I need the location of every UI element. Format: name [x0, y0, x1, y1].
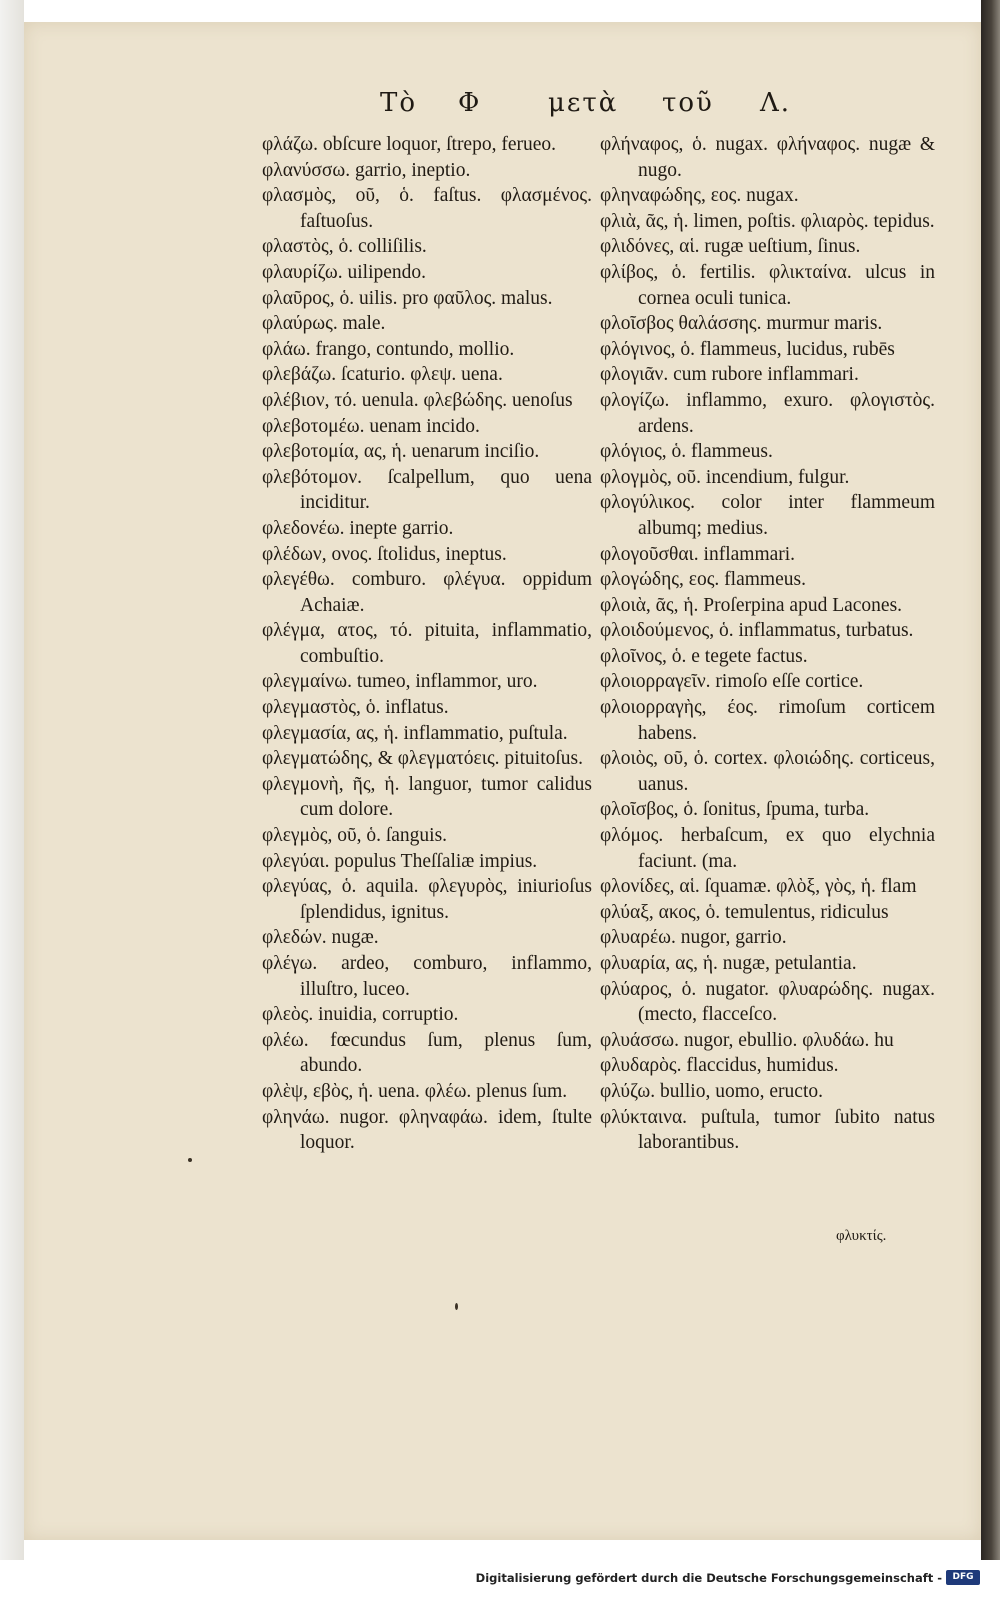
catchword: φλυκτίς. — [836, 1228, 887, 1244]
dictionary-entry: φλεγματώδης, & φλεγματόεις. pituitoſus. — [262, 748, 583, 770]
dictionary-entry: φλοιορραγὴς, έος. rimoſum corticem habens. — [600, 697, 935, 744]
dictionary-entry: φλάζω. obſcure loquor, ſtrepo, ferueo. — [262, 134, 557, 155]
funding-credit: Digitalisierung gefördert durch die Deutsche Forschungsgemeinschaft - — [475, 1571, 942, 1585]
dictionary-entry: φλεγμαίνω. tumeo, inflammor, uro. — [262, 671, 538, 693]
paper-speck — [455, 1303, 458, 1310]
dictionary-entry: φλεγύαι. populus Theſſaliæ impius. — [262, 850, 538, 872]
dictionary-entry: φλέδων, ονος. ſtolidus, ineptus. — [262, 543, 507, 565]
scan-left-margin — [0, 0, 24, 1560]
dictionary-entry: φλεγέθω. comburo. φλέγυα. oppidum Achaiæ. — [262, 569, 592, 616]
dictionary-entry: φλαύρως. male. — [262, 313, 386, 335]
dictionary-entry: φληνάω. nugor. φληναφάω. idem, ſtulte loquor. — [262, 1106, 592, 1154]
dictionary-entry: φλεβοτομέω. uenam incido. — [262, 415, 480, 437]
header-word-meta: μετὰ — [548, 88, 619, 118]
dictionary-entry: φλάω. frango, contundo, mollio. — [262, 338, 515, 360]
dictionary-entry: φλυαρία, ας, ἡ. nugæ, petulantia. — [600, 953, 857, 974]
book-binding-edge — [981, 0, 1000, 1560]
dictionary-entry: φλογώδης, εος. flammeus. — [600, 569, 806, 591]
dictionary-entry: φλεβοτομία, ας, ἡ. uenarum inciſio. — [262, 441, 540, 463]
dictionary-entry: φλόγινος, ὁ. flammeus, lucidus, rubēs — [600, 338, 895, 360]
dictionary-entry: φλογύλικος. color inter flammeum albumq; medius. — [600, 492, 935, 539]
dictionary-entry: φλεγύας, ὁ. aquila. φλεγυρὸς, iniurioſus ſplendidus, ignitus. — [262, 876, 592, 923]
dictionary-entry: φλεδονέω. inepte garrio. — [262, 517, 454, 539]
dictionary-entry: φλύκταινα. puſtula, tumor ſubito natus laborantibus. — [600, 1106, 935, 1154]
dictionary-entry: φλονίδες, αἱ. ſquamæ. φλὸξ, γὸς, ἡ. flam — [600, 876, 917, 898]
dictionary-entry: φλιδόνες, αἱ. rugæ ueſtium, ſinus. — [600, 236, 861, 258]
dictionary-entry: φλεγμαστὸς, ὁ. inflatus. — [262, 697, 449, 719]
dictionary-entry: φλὲψ, εβὸς, ἡ. uena. φλέω. plenus ſum. — [262, 1080, 568, 1102]
dfg-logo: DFG — [946, 1570, 980, 1585]
dictionary-entry: φλοῖσβος, ὁ. ſonitus, ſpuma, turba. — [600, 799, 870, 821]
right-column — [600, 132, 935, 1156]
running-header — [380, 88, 820, 124]
dictionary-entry: φληναφώδης, εος. nugax. — [600, 185, 799, 207]
dictionary-entry: φλογίζω. inflammo, exuro. φλογιστὸς. ardens. — [600, 389, 935, 437]
dictionary-entry: φλογμὸς, οῦ. incendium, fulgur. — [600, 466, 850, 488]
dictionary-entry: φλιὰ, ᾶς, ἡ. limen, poſtis. φλιαρὸς. tepidus. — [600, 210, 935, 232]
dictionary-entry: φλύαξ, ακος, ὁ. temulentus, ridiculus — [600, 901, 889, 923]
dictionary-entry: φλεγμὸς, οῦ, ὁ. ſanguis. — [262, 825, 448, 847]
paper-speck — [188, 1158, 192, 1162]
dictionary-entry: φλαστὸς, ὁ. colliſilis. — [262, 236, 427, 258]
dictionary-entry: φλέγμα, ατος, τό. pituita, inflammatio, combuſtio. — [262, 620, 592, 667]
dictionary-entry: φλίβος, ὁ. fertilis. φλικταίνα. ulcus in cornea oculi tunica. — [600, 261, 935, 309]
dictionary-entry: φλεβάζω. ſcaturio. φλεψ. uena. — [262, 364, 503, 386]
dictionary-entry: φλυάσσω. nugor, ebullio. φλυδάω. hu — [600, 1029, 894, 1051]
dictionary-entry: φλοιορραγεῖν. rimoſo eſſe cortice. — [600, 671, 864, 693]
dictionary-entry: φλοῖσβος θαλάσσης. murmur maris. — [600, 313, 883, 335]
dictionary-entry: φλεβότομον. ſcalpellum, quo uena inciditur. — [262, 466, 592, 514]
header-letter-phi: Φ — [458, 88, 482, 118]
dictionary-entry: φλαυρίζω. uilipendo. — [262, 261, 427, 283]
dictionary-entry: φλυαρέω. nugor, garrio. — [600, 927, 787, 949]
dictionary-entry: φλαῦρος, ὁ. uilis. pro φαῦλος. malus. — [262, 287, 553, 309]
dictionary-entry: φλανύσσω. garrio, ineptio. — [262, 159, 471, 181]
dictionary-entry: φλήναφος, ὁ. nugax. φλήναφος. nugæ & nugo. — [600, 134, 935, 181]
dictionary-entry: φλεγμασία, ας, ἡ. inflammatio, puſtula. — [262, 722, 568, 744]
scan-footer — [0, 1560, 1000, 1599]
dictionary-entry: φλυδαρὸς. flaccidus, humidus. — [600, 1055, 839, 1077]
dictionary-entry: φλεδών. nugæ. — [262, 927, 379, 949]
dictionary-entry: φλογοῦσθαι. inflammari. — [600, 543, 796, 565]
dictionary-entry: φλογιᾶν. cum rubore inflammari. — [600, 364, 859, 386]
dictionary-entry: φλοιὸς, οῦ, ὁ. cortex. φλοιώδης. corticeus, uanus. — [600, 748, 935, 795]
dictionary-entry: φλεγμονὴ, ῆς, ἡ. languor, tumor calidus cum dolore. — [262, 773, 592, 821]
dictionary-entry: φλέγω. ardeo, comburo, inflammo, illuſtro, luceo. — [262, 953, 592, 1000]
dictionary-entry: φλοιὰ, ᾶς, ἡ. Proſerpina apud Lacones. — [600, 594, 903, 616]
dictionary-entry: φλόγιος, ὁ. flammeus. — [600, 441, 773, 463]
dictionary-entry: φλέβιον, τό. uenula. φλεβώδης. uenoſus — [262, 389, 573, 411]
dictionary-entry: φλεὸς. inuidia, corruptio. — [262, 1004, 459, 1026]
dictionary-entry: φλόμος. herbaſcum, ex quo elychnia faciunt. (ma. — [600, 825, 935, 872]
dictionary-entry: φλύαρος, ὁ. nugator. φλυαρώδης. nugax. (mecto, flacceſco. — [600, 978, 935, 1026]
header-word-tou: τοῦ — [662, 88, 714, 118]
header-letter-lambda: Λ. — [760, 88, 792, 118]
left-column — [262, 132, 592, 1156]
dictionary-entry: φλοῖνος, ὁ. e tegete factus. — [600, 645, 808, 667]
dictionary-entry: φλασμὸς, οῦ, ὁ. faſtus. φλασμένος. faſtuoſus. — [262, 185, 592, 232]
dictionary-entry: φλοιδούμενος, ὁ. inflammatus, turbatus. — [600, 620, 914, 642]
header-word-1: Τὸ — [380, 88, 417, 118]
dictionary-entry: φλέω. fœcundus ſum, plenus ſum, abundo. — [262, 1029, 592, 1077]
dictionary-entry: φλύζω. bullio, uomo, eructo. — [600, 1080, 823, 1102]
